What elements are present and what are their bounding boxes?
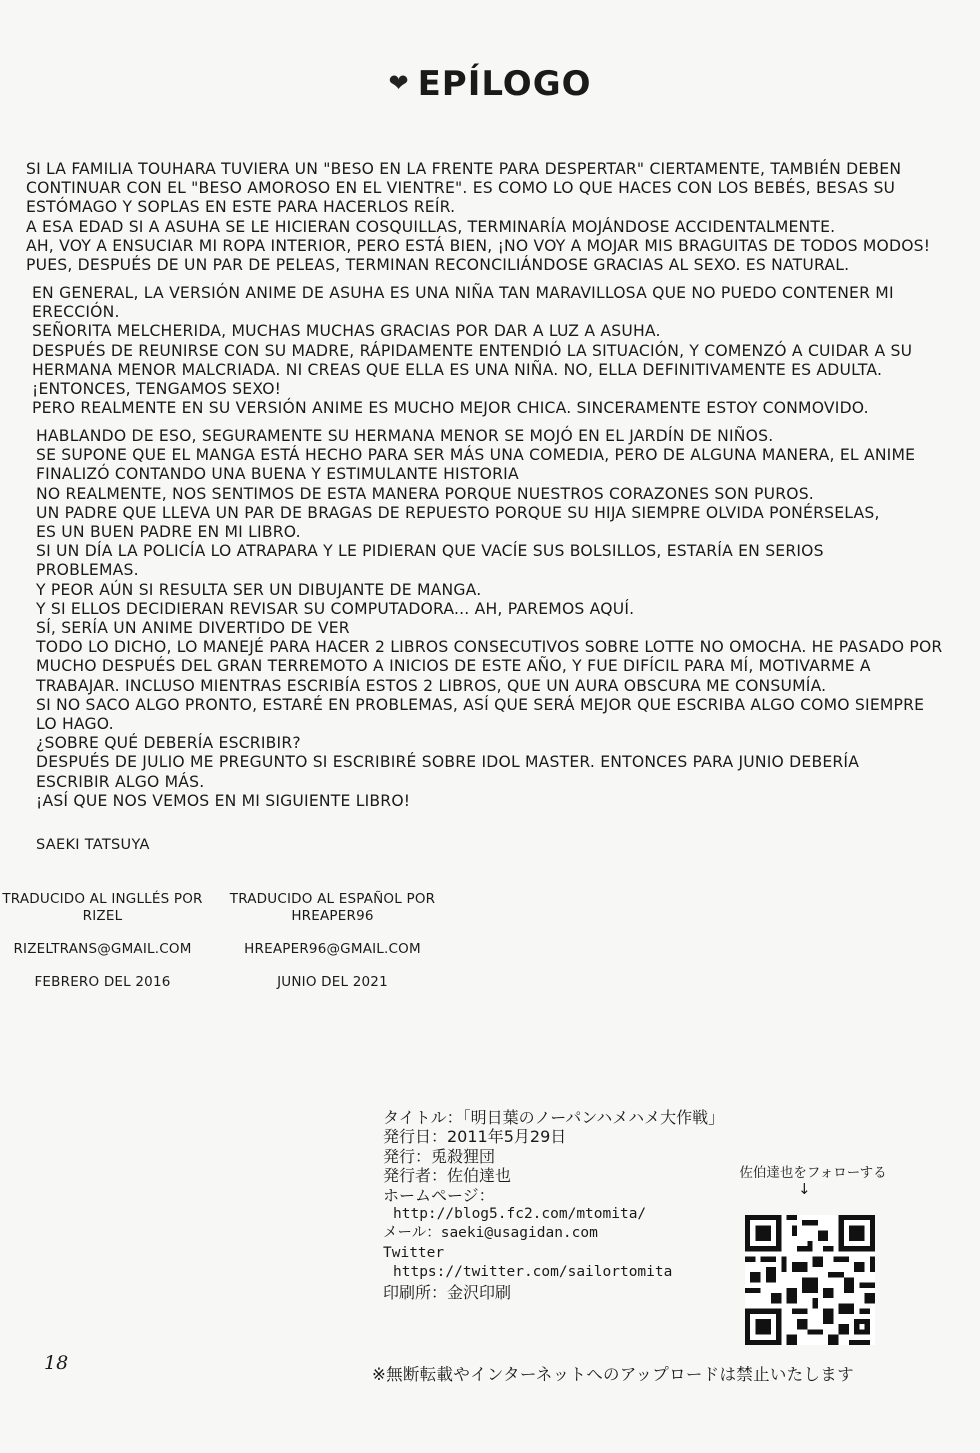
text-line: UN PADRE QUE LLEVA UN PAR DE BRAGAS DE REPUESTO PORQUE SU HIJA SIEMPRE OLVIDA PONÉRSELAS, (36, 503, 880, 522)
credit-date: JUNIO DEL 2021 (277, 974, 388, 990)
credit-email: HREAPER96@GMAIL.COM (244, 941, 421, 957)
text-line: SI UN DÍA LA POLICÍA LO ATRAPARA Y LE PIDIERAN QUE VACÍE SUS BOLSILLOS, ESTARÍA EN SERIOS (36, 542, 824, 561)
text-line: SI NO SACO ALGO PRONTO, ESTARÉ EN PROBLEMAS, ASÍ QUE SERÁ MEJOR QUE ESCRIBA ALGO COMO SIEMPRE (36, 695, 925, 714)
text-line: DESPUÉS DE JULIO ME PREGUNTO SI ESCRIBIRÉ SOBRE IDOL MASTER. ENTONCES PARA JUNIO DEBERÍA (36, 753, 860, 772)
text-line: PERO REALMENTE EN SU VERSIÓN ANIME ES MUCHO MEJOR CHICA. SINCERAMENTE ESTOY CONMOVIDO. (32, 399, 869, 418)
text-line: TRABAJAR. INCLUSO MIENTRAS ESCRIBÍA ESTOS 2 LIBROS, QUE UN AURA OBSCURA ME CONSUMÍA. (36, 676, 827, 695)
text-line: FINALIZÓ CONTANDO UNA BUENA Y ESTIMULANTE HISTORIA (36, 465, 519, 484)
credit-heading: TRADUCIDO AL INGLLÉS POR (2, 891, 203, 907)
text-line: EN GENERAL, LA VERSIÓN ANIME DE ASUHA ES UNA NIÑA TAN MARAVILLOSA QUE NO PUEDO CONTENER MI (32, 284, 894, 302)
homepage-url: http://blog5.fc2.com/mtomita/ (393, 1206, 647, 1223)
colophon-publisher: 発行：兎殺狸団 (383, 1146, 496, 1166)
colophon-homepage-label: ホームページ： (383, 1185, 495, 1205)
text-line: CONTINUAR CON EL "BESO AMOROSO EN EL VIENTRE". ES COMO LO QUE HACES CON LOS BEBÉS, BESAS SU (26, 179, 896, 198)
author-signature: SAEKI TATSUYA (36, 837, 150, 853)
text-line: SE SUPONE QUE EL MANGA ESTÁ HECHO PARA SER MÁS UNA COMEDIA, PERO DE ALGUNA MANERA, EL ANIME (36, 446, 916, 465)
title-text: EPÍLOGO (417, 64, 592, 104)
text-line: A ESA EDAD SI A ASUHA SE LE HICIERAN COSQUILLAS, TERMINARÍA MOJÁNDOSE ACCIDENTALMENTE. (26, 217, 836, 236)
text-line: SÍ, SERÍA UN ANIME DIVERTIDO DE VER (36, 619, 350, 638)
page-number: 18 (44, 1352, 69, 1374)
paragraph-3 (36, 427, 956, 811)
text-line: ESCRIBIR ALGO MÁS. (36, 772, 205, 791)
text-line: ¡ENTONCES, TENGAMOS SEXO! (32, 380, 282, 399)
text-line: ERECCIÓN. (32, 303, 120, 322)
colophon-date: 発行日：2011年5月29日 (383, 1127, 567, 1147)
paragraph-2 (32, 284, 952, 418)
text-line: SEÑORITA MELCHERIDA, MUCHAS MUCHAS GRACIAS POR DAR A LUZ A ASUHA. (32, 322, 661, 341)
copyright-notice: ※無断転載やインターネットへのアップロードは禁止いたします (372, 1365, 854, 1384)
paragraph-1 (26, 160, 936, 275)
text-line: PROBLEMAS. (36, 561, 139, 580)
credit-name: HREAPER96 (291, 908, 374, 924)
text-line: PUES, DESPUÉS DE UN PAR DE PELEAS, TERMINAN RECONCILIÁNDOSE GRACIAS AL SEXO. ES NATURAL. (26, 256, 850, 275)
colophon-mail: メール：saeki@usagidan.com (383, 1225, 598, 1242)
colophon-printer: 印刷所：金沢印刷 (383, 1282, 512, 1302)
qr-code (745, 1215, 875, 1345)
colophon-author: 発行者：佐伯達也 (383, 1166, 512, 1186)
page-title (0, 64, 980, 104)
english-translation-credit (0, 891, 205, 991)
text-line: LO HAGO. (36, 715, 114, 734)
text-line: AH, VOY A ENSUCIAR MI ROPA INTERIOR, PERO ESTÁ BIEN, ¡NO VOY A MOJAR MIS BRAGUITAS DE TODOS MODOS! (26, 236, 931, 255)
text-line: Y PEOR AÚN SI RESULTA SER UN DIBUJANTE DE MANGA. (36, 580, 482, 599)
credit-email: RIZELTRANS@GMAIL.COM (13, 941, 192, 957)
credit-date: FEBRERO DEL 2016 (34, 974, 171, 990)
text-line: MUCHO DESPUÉS DEL GRAN TERREMOTO A INICIOS DE ESTE AÑO, Y FUE DIFÍCIL PARA MÍ, MOTIVARME A (36, 657, 871, 676)
spanish-translation-credit (220, 891, 445, 991)
text-line: Y SI ELLOS DECIDIERAN REVISAR SU COMPUTADORA... AH, PAREMOS AQUÍ. (36, 599, 635, 618)
text-line: SI LA FAMILIA TOUHARA TUVIERA UN "BESO EN LA FRENTE PARA DESPERTAR" CIERTAMENTE, TAMBIÉN DEBEN (26, 160, 902, 178)
twitter-url: https://twitter.com/sailortomita (393, 1264, 673, 1281)
text-line: DESPUÉS DE REUNIRSE CON SU MADRE, RÁPIDAMENTE ENTENDIÓ LA SITUACIÓN, Y COMENZÓ A CUIDAR A SU (32, 341, 913, 360)
text-line: ES UN BUEN PADRE EN MI LIBRO. (36, 523, 301, 542)
text-line: NO REALMENTE, NOS SENTIMOS DE ESTA MANERA PORQUE NUESTROS CORAZONES SON PUROS. (36, 484, 814, 503)
text-line: ESTÓMAGO Y SOPLAS EN ESTE PARA HACERLOS REÍR. (26, 198, 456, 217)
heart-icon: ❤ (388, 69, 410, 97)
text-line: HERMANA MENOR MALCRIADA. NI CREAS QUE ELLA ES UNA NIÑA. NO, ELLA DEFINITIVAMENTE ES ADULTA. (32, 360, 883, 379)
colophon (383, 1108, 724, 1302)
credit-heading: TRADUCIDO AL ESPAÑOL POR (229, 891, 436, 907)
text-line: TODO LO DICHO, LO MANEJÉ PARA HACER 2 LIBROS CONSECUTIVOS SOBRE LOTTE NO OMOCHA. HE PASADO POR (36, 638, 943, 657)
text-line: ¡ASÍ QUE NOS VEMOS EN MI SIGUIENTE LIBRO! (36, 791, 411, 810)
credit-name: RIZEL (82, 908, 123, 924)
text-line: ¿SOBRE QUÉ DEBERÍA ESCRIBIR? (36, 734, 301, 753)
twitter-label: Twitter (383, 1244, 445, 1261)
follow-label: 佐伯達也をフォローする (739, 1165, 887, 1181)
down-arrow-icon: ↓ (798, 1180, 811, 1198)
text-line: HABLANDO DE ESO, SEGURAMENTE SU HERMANA MENOR SE MOJÓ EN EL JARDÍN DE NIÑOS. (36, 427, 774, 445)
colophon-title: タイトル：「明日葉のノーパンハメハメ大作戦」 (383, 1108, 725, 1127)
